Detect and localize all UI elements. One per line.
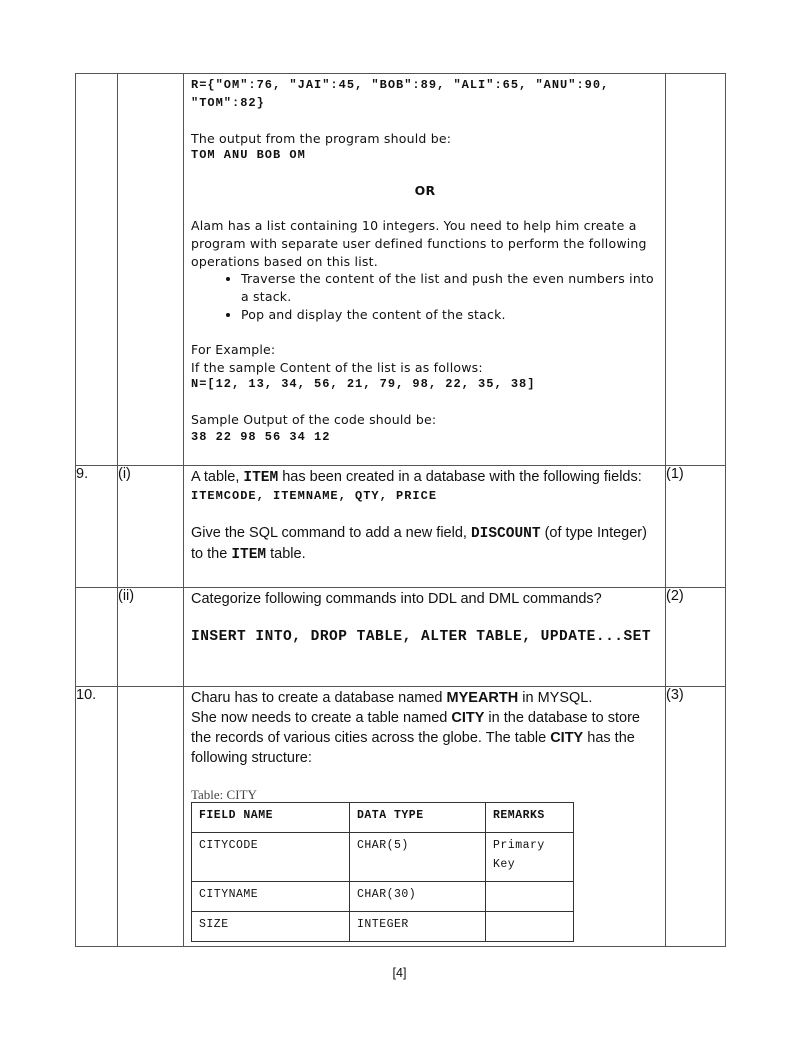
marks: (1) <box>666 466 726 588</box>
q9-i-text: A table, ITEM has been created in a database with the following fields: <box>191 469 642 486</box>
cell: CHAR(30) <box>350 882 486 912</box>
cell <box>486 912 574 942</box>
dict-line-1: R={"OM":76, "JAI":45, "BOB":89, "ALI":65, "ANU":90, <box>191 78 610 92</box>
city-structure-table <box>191 802 574 942</box>
cell: Primary Key <box>486 833 574 882</box>
dict-line-2: "TOM":82} <box>191 95 265 110</box>
cell: INTEGER <box>350 912 486 942</box>
q9-i-task: Give the SQL command to add a new field, DISCOUNT (of type Integer) to the ITEM table. <box>191 524 647 563</box>
q9-i-row <box>76 466 726 588</box>
q9-ii-text: Categorize following commands into DDL and DML commands? <box>191 591 602 607</box>
expected-output: TOM ANU BOB OM <box>191 148 306 163</box>
question-number: 9. <box>76 466 118 588</box>
for-example: For Example: <box>191 341 276 357</box>
bullet-list <box>191 270 659 323</box>
sample-intro: If the sample Content of the list is as follows: <box>191 359 483 375</box>
table-row <box>192 882 574 912</box>
output-intro: The output from the program should be: <box>191 130 452 146</box>
fields-list: ITEMCODE, ITEMNAME, QTY, PRICE <box>191 489 438 503</box>
table-row <box>192 912 574 942</box>
cell: CITYCODE <box>192 833 350 882</box>
table-header-row <box>192 803 574 833</box>
column-header: FIELD NAME <box>192 803 350 833</box>
cell <box>486 882 574 912</box>
sql-commands: INSERT INTO, DROP TABLE, ALTER TABLE, UPDATE...SET <box>191 629 652 645</box>
cell: SIZE <box>192 912 350 942</box>
q10-text-2: She now needs to create a table named CITY in the database to store the records of various cities across the globe. The table CITY has the following structure: <box>191 710 640 766</box>
column-header: DATA TYPE <box>350 803 486 833</box>
table-row <box>192 833 574 882</box>
q8-continued-row <box>76 74 726 466</box>
or-separator: OR <box>414 183 436 199</box>
sample-output: 38 22 98 56 34 12 <box>191 429 331 444</box>
cell: CHAR(5) <box>350 833 486 882</box>
bullet-item: • Traverse the content of the list and push the even numbers into a stack. <box>241 270 659 306</box>
bullet-item: • Pop and display the content of the stack. <box>241 306 659 324</box>
marks: (3) <box>666 687 726 947</box>
alt-question-text: Alam has a list containing 10 integers. You need to help him create a program with separate user defined functions to perform the following operations based on this list. <box>191 217 647 269</box>
sample-output-intro: Sample Output of the code should be: <box>191 412 437 428</box>
column-header: REMARKS <box>486 803 574 833</box>
sample-list: N=[12, 13, 34, 56, 21, 79, 98, 22, 35, 38] <box>191 377 536 392</box>
question-number: 10. <box>76 687 118 947</box>
q10-row <box>76 687 726 947</box>
cell: CITYNAME <box>192 882 350 912</box>
part-label: (i) <box>118 466 184 588</box>
page-number: [4] <box>392 966 407 980</box>
question-table <box>75 73 726 947</box>
part-label: (ii) <box>118 588 184 687</box>
marks: (2) <box>666 588 726 687</box>
q10-text-1: Charu has to create a database named MYEARTH in MYSQL. <box>191 690 593 706</box>
table-caption: Table: CITY <box>191 787 257 802</box>
q9-ii-row <box>76 588 726 687</box>
